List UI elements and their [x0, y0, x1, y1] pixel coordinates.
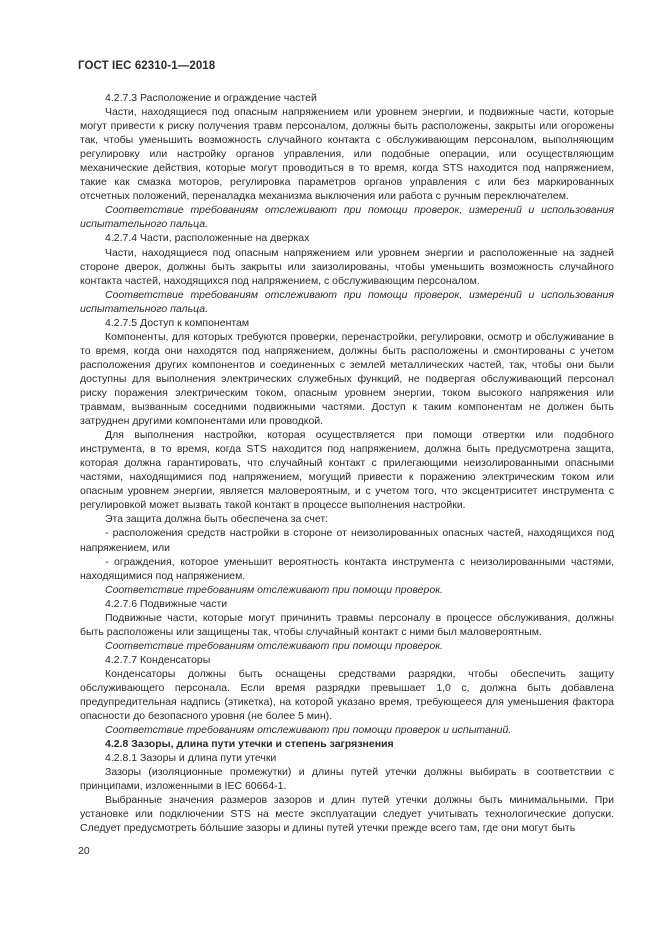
- paragraph: Конденсаторы должны быть оснащены средствами разрядки, чтобы обеспечить защиту обслуживающего персонала. Если время разрядки превышает 1,0 с, должна быть добавлена предупредительная надпись (этикетка), на которой указано время, требующееся для уменьшения фактора опасности до безопасного уровня (не более 5 мин).: [80, 667, 614, 723]
- page-number: 20: [78, 845, 90, 857]
- compliance-note: Соответствие требованиям отслеживают при помощи проверок, измерений и использования испытательного пальца.: [80, 204, 614, 231]
- clause-heading-4-2-7-6: 4.2.7.6 Подвижные части: [105, 597, 228, 610]
- paragraph: Выбранные значения размеров зазоров и длин путей утечки должны быть минимальными. При установке или подключении STS на месте эксплуатации следует учитывать технологические допуски. Следует предусмотреть бóльшие зазоры и длины путей утечки прежде всего там, где они могут быть: [80, 794, 614, 835]
- section-heading-4-2-8: 4.2.8 Зазоры, длина пути утечки и степень загрязнения: [105, 738, 394, 751]
- paragraph: Эта защита должна быть обеспечена за счет:: [105, 513, 329, 526]
- compliance-note: Соответствие требованиям отслеживают при помощи проверок и испытаний.: [105, 724, 512, 737]
- compliance-note: Соответствие требованиям отслеживают при помощи проверок.: [105, 639, 444, 652]
- paragraph: Подвижные части, которые могут причинить травмы персоналу в процессе обслуживания, должны быть расположены или защищены так, чтобы случайный контакт с ними был маловероятным.: [80, 611, 614, 638]
- paragraph: Компоненты, для которых требуются проверки, перенастройки, регулировки, осмотр и обслуживание в то время, когда они находятся под напряжением, должны быть расположены и смонтированы с учетом расположения других компонентов и соединенных с землей металлических частей, так, чтобы они были доступны для выполнения электрических служебных функций, не подвергая обслуживающий персонал риску поражения электрическим током, опасным уровнем энергии, током высокого напряжения или травмам, вызванным соседними подвижными частями. Доступ к таким компонентам не должен быть затруднен другими компонентами или проводкой.: [80, 330, 614, 428]
- paragraph: Зазоры (изоляционные промежутки) и длины путей утечки должны выбирать в соответствии с принципами, изложенными в IEC 60664-1.: [80, 766, 614, 793]
- clause-heading-4-2-7-4: 4.2.7.4 Части, расположенные на дверках: [105, 232, 310, 245]
- clause-heading-4-2-8-1: 4.2.8.1 Зазоры и длина пути утечки: [105, 752, 277, 765]
- paragraph: Части, находящиеся под опасным напряжением или уровнем энергии, и подвижные части, которые могут привести к риску получения травм персоналом, должны быть расположены, закрыты или огорожены так, чтобы уменьшить возможность случайного контакта с обслуживающим персоналом, выполняющим регулировку или настройку органов управления, или подобные операции, или осуществляющим механические действия, которые могут проводиться в то время, когда STS находится под напряжением, такие как смазка моторов, регулировка параметров органов управления с или без маркированных отсчетных положений, переналадка механизма выключения или работа с ручным переключателем.: [80, 106, 614, 203]
- compliance-note: Соответствие требованиям отслеживают при помощи проверок.: [105, 583, 444, 596]
- clause-heading-4-2-7-5: 4.2.7.5 Доступ к компонентам: [105, 316, 250, 329]
- list-item: - ограждения, которое уменьшит вероятность контакта инструмента с неизолированными частями, находящимися под напряжением.: [80, 555, 614, 582]
- document-header: ГОСТ IEC 62310-1—2018: [78, 60, 216, 72]
- clause-heading-4-2-7-7: 4.2.7.7 Конденсаторы: [105, 653, 211, 666]
- compliance-note: Соответствие требованиям отслеживают при помощи проверок, измерений и использования испытательного пальца.: [80, 288, 614, 315]
- page-body: [80, 91, 614, 835]
- paragraph: Части, находящиеся под опасным напряжением или уровнем энергии и расположенные на задней стороне дверок, должны быть закрыты или заизолированы, чтобы уменьшить возможность случайного контакта частей, находящихся под напряжением, с обслуживающим персоналом.: [80, 246, 614, 287]
- paragraph: Для выполнения настройки, которая осуществляется при помощи отвертки или подобного инструмента, в то время, когда STS находится под напряжением, должна быть предусмотрена защита, которая должна гарантировать, что случайный контакт с прилегающими неизолированными опасными частями, находящимися под напряжением, могущий привести к поражению электрическим током или опасным уровнем энергии, является маловероятным, и с учетом того, что эксцентриситет инструмента с регулировкой может вызвать такой контакт в процессе выполнения настройки.: [80, 429, 614, 512]
- clause-heading-4-2-7-3: 4.2.7.3 Расположение и ограждение частей: [105, 92, 317, 104]
- list-item: - расположения средств настройки в стороне от неизолированных опасных частей, находящихся под напряжением, или: [80, 527, 614, 554]
